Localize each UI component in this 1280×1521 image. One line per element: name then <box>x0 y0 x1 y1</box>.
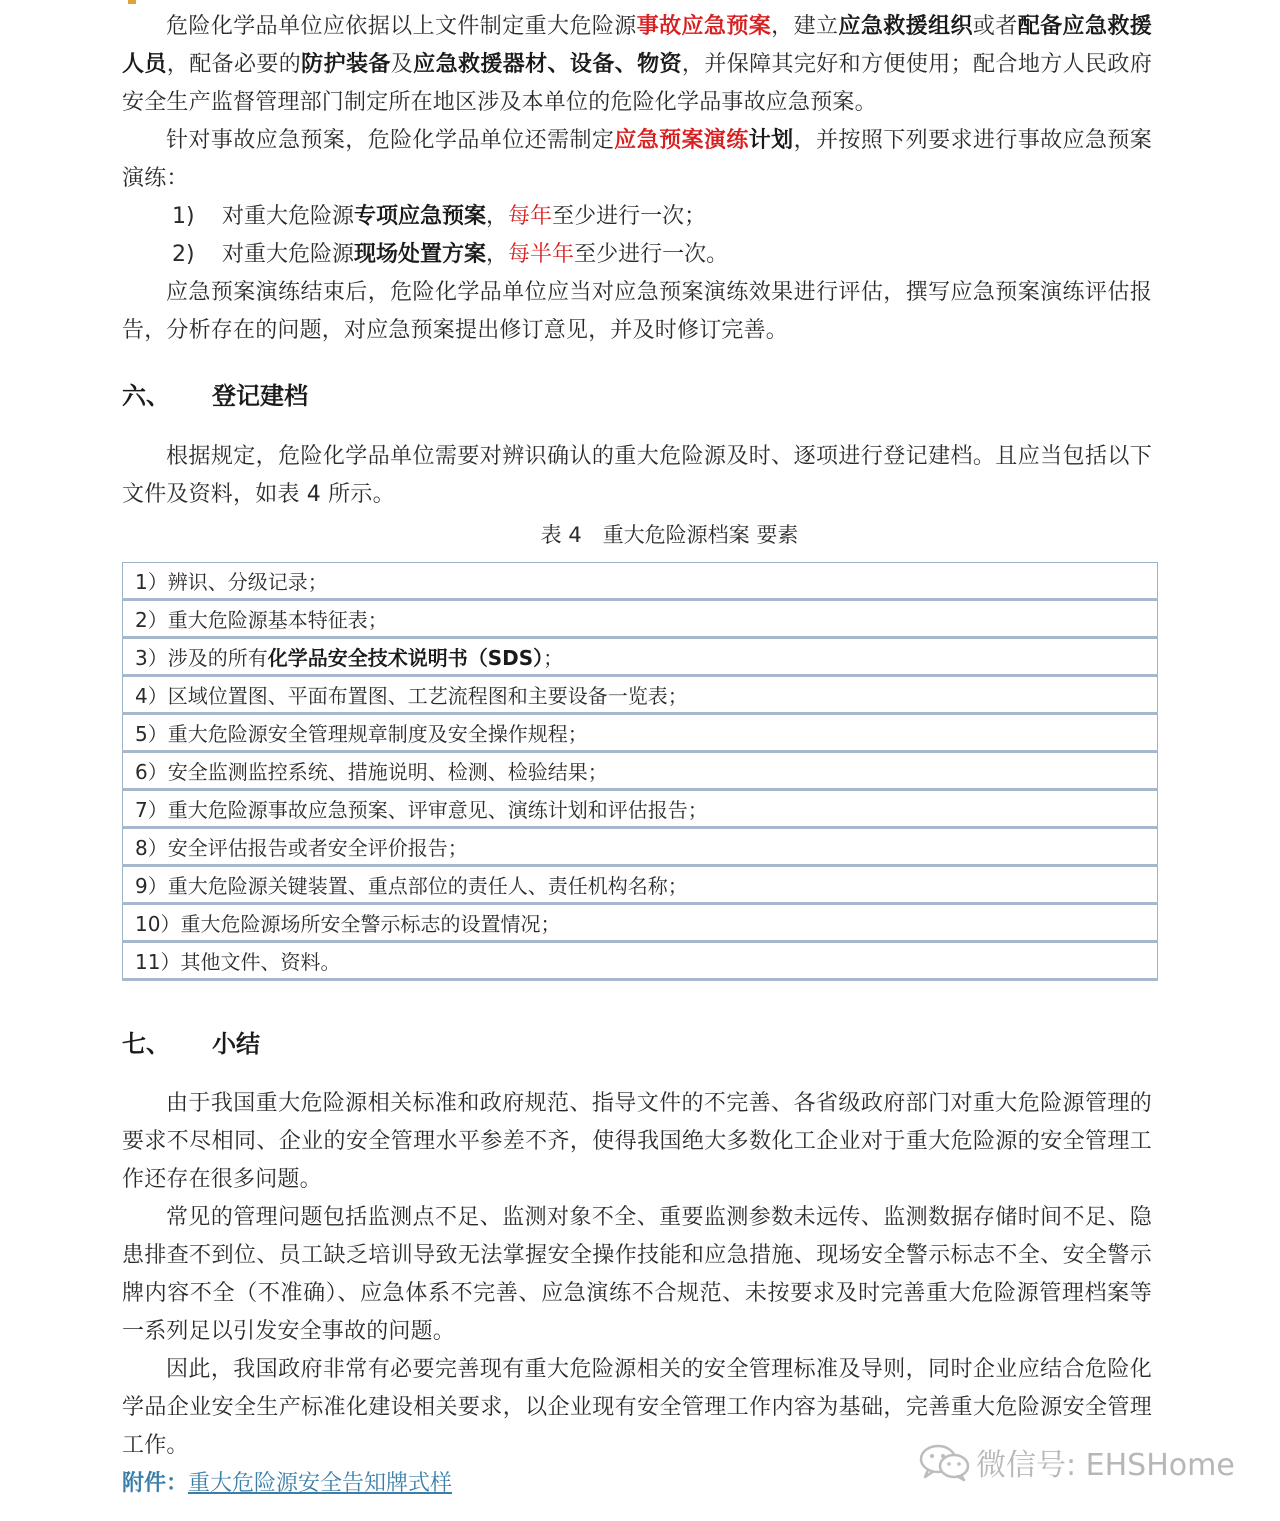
section-title: 登记建档 <box>212 382 308 410</box>
highlight-red: 应急预案演练 <box>614 128 749 153</box>
table-caption: 表 4 重大危险源档案 要素 <box>540 523 799 547</box>
highlight-bold: 应急救援组织 <box>838 14 973 39</box>
text: ，配备必要的 <box>166 52 302 77</box>
table-cell: 6）安全监测监控系统、措施说明、检测、检验结果； <box>123 752 1158 790</box>
top-accent-bar <box>0 0 1280 4</box>
table-cell: 10）重大危险源场所安全警示标志的设置情况； <box>123 904 1158 942</box>
table-row <box>123 828 1158 866</box>
text: 至少进行一次。 <box>574 242 729 267</box>
drill-item-2 <box>172 236 728 274</box>
section-number: 七、 <box>122 1030 170 1058</box>
item-number: 2) <box>172 242 195 267</box>
top-bar-left <box>0 0 128 4</box>
table-row <box>123 904 1158 942</box>
text: 及 <box>390 52 414 77</box>
paragraph-drill-evaluation: 应急预案演练结束后，危险化学品单位应当对应急预案演练效果进行评估，撰写应急预案演练评估报告，分析存在的问题，对应急预案提出修订意见，并及时修订完善。 <box>122 280 1152 343</box>
section-number: 六、 <box>122 382 170 410</box>
paragraph-summary-1: 由于我国重大危险源相关标准和政府规范、指导文件的不完善、各省级政府部门对重大危险源管理的要求不尽相同、企业的安全管理水平参差不齐，使得我国绝大多数化工企业对于重大危险源的安全管理工作还存在很多问题。 <box>122 1091 1152 1192</box>
table-cell: 9）重大危险源关键装置、重点部位的责任人、责任机构名称； <box>123 866 1158 904</box>
section-heading-7 <box>122 1024 260 1059</box>
table-row <box>123 790 1158 828</box>
drill-item-1 <box>172 198 706 236</box>
highlight-bold: 化学品安全技术说明书（SDS） <box>267 646 544 670</box>
paragraph-drill-plan <box>122 122 1152 198</box>
highlight-bold: 应急救援器材、设备、物资 <box>413 52 682 77</box>
attachment-label: 附件： <box>122 1471 189 1496</box>
table-cell: 3）涉及的所有化学品安全技术说明书（SDS）； <box>123 638 1158 676</box>
watermark-text: 微信号: EHSHome <box>976 1448 1235 1483</box>
table-cell: 5）重大危险源安全管理规章制度及安全操作规程； <box>123 714 1158 752</box>
section-title: 小结 <box>212 1030 260 1058</box>
paragraph-summary-2: 常见的管理问题包括监测点不足、监测对象不全、重要监测参数未远传、监测数据存储时间不足、隐患排查不到位、员工缺乏培训导致无法掌握安全操作技能和应急措施、现场安全警示标志不全、安全警示牌内容不全（不准确）、应急体系不完善、应急演练不合规范、未按要求及时完善重大危险源管理档案等一系列足以引发安全事故的问题。 <box>122 1205 1152 1344</box>
section-heading-6 <box>122 376 308 411</box>
table-row <box>123 866 1158 904</box>
paragraph-emergency-plan <box>122 8 1152 122</box>
highlight-bold: 配备应急救援人员 <box>122 14 1153 77</box>
highlight-red: 每半年 <box>508 242 575 267</box>
top-bar-orange-marker <box>128 0 136 4</box>
text: 至少进行一次； <box>552 204 707 229</box>
table-row <box>123 714 1158 752</box>
highlight-bold: 现场处置方案 <box>354 242 487 267</box>
paragraph-registration: 根据规定，危险化学品单位需要对辨识确认的重大危险源及时、逐项进行登记建档。且应当包括以下文件及资料，如表 4 所示。 <box>122 444 1152 507</box>
text: 危险化学品单位应依据以上文件制定重大危险源 <box>166 14 637 39</box>
table-cell: 2）重大危险源基本特征表； <box>123 600 1158 638</box>
text: ，并保障其完好和方便使用；配合地方人民政府安全生产监督管理部门制定所在地区涉及本单位的危险化学品事故应急预案。 <box>122 52 1153 115</box>
text: ，并按照下列要求进行事故应急预案演练： <box>122 128 1152 191</box>
text: ， <box>486 242 509 267</box>
text: ，建立 <box>771 14 839 39</box>
attachment-line <box>122 1466 452 1497</box>
table-row <box>123 638 1158 676</box>
table-row <box>123 600 1158 638</box>
table-row <box>123 942 1158 980</box>
item-number: 1) <box>172 204 195 229</box>
table-cell: 11）其他文件、资料。 <box>123 942 1158 980</box>
table-row <box>123 676 1158 714</box>
attachment-link[interactable]: 重大危险源安全告知牌式样 <box>188 1471 453 1496</box>
table-cell: 8）安全评估报告或者安全评价报告； <box>123 828 1158 866</box>
table-cell: 1）辨识、分级记录； <box>123 563 1158 600</box>
text: 针对事故应急预案，危险化学品单位还需制定 <box>166 128 615 153</box>
highlight-bold: 专项应急预案 <box>354 204 487 229</box>
table-row <box>123 563 1158 600</box>
highlight-bold: 计划 <box>748 128 794 153</box>
highlight-red: 事故应急预案 <box>636 14 772 39</box>
text: 对重大危险源 <box>222 242 355 267</box>
text: 对重大危险源 <box>222 204 355 229</box>
table-row <box>123 752 1158 790</box>
table-cell: 7）重大危险源事故应急预案、评审意见、演练计划和评估报告； <box>123 790 1158 828</box>
archive-elements-table <box>122 562 1158 981</box>
wechat-icon <box>918 1442 972 1482</box>
wechat-watermark <box>918 1441 1235 1483</box>
paragraph-summary-3: 因此，我国政府非常有必要完善现有重大危险源相关的安全管理标准及导则，同时企业应结合危险化学品企业安全生产标准化建设相关要求，以企业现有安全管理工作内容为基础，完善重大危险源安全管理工作。 <box>122 1357 1152 1458</box>
table-cell: 4）区域位置图、平面布置图、工艺流程图和主要设备一览表； <box>123 676 1158 714</box>
highlight-red: 每年 <box>508 204 553 229</box>
highlight-bold: 防护装备 <box>301 52 391 77</box>
text: 或者 <box>972 14 1018 39</box>
text: ， <box>486 204 509 229</box>
